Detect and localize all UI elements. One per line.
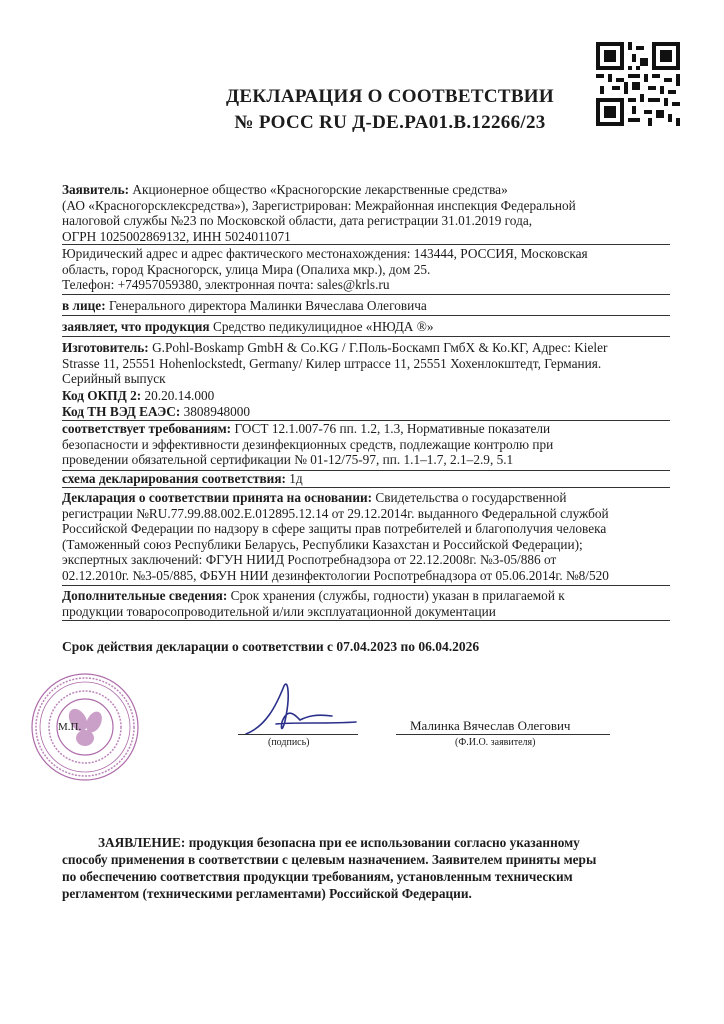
basis-line: Российской Федерации по надзору в сфере защиты прав потребителей и благополучия человека [62, 521, 607, 537]
manufacturer-line: G.Pohl-Boskamp GmbH & Co.KG / Г.Поль-Боскамп ГмбХ & Ко.КГ, Адрес: Kieler [152, 340, 608, 355]
name-line [396, 734, 610, 735]
okpd-value: 20.20.14.000 [144, 388, 215, 403]
basis-line: экспертных заключений: ФГУН НИИД Роспотребнадзора от 22.12.2008г. №3-05/886 от [62, 552, 557, 568]
qr-code-icon [596, 42, 680, 126]
statement-label: ЗАЯВЛЕНИЕ: [98, 835, 186, 850]
additional-line: Срок хранения (службы, годности) указан в прилагаемой к [230, 588, 565, 603]
product-section [62, 319, 670, 335]
manufacturer-section [62, 340, 670, 387]
validity-period: Срок действия декларации о соответствии с 07.04.2023 по 06.04.2026 [62, 639, 480, 654]
applicant-line: налоговой службы №23 по Московской области, дата регистрации 31.01.2019 года, [62, 213, 533, 229]
scheme-label: схема декларирования соответствия: [62, 471, 286, 486]
contact-line: Телефон: +74957059380, электронная почта: sales@krls.ru [62, 277, 390, 293]
requirements-label: соответствует требованиям: [62, 421, 232, 436]
codes-section [62, 388, 670, 419]
divider [62, 315, 670, 316]
divider [62, 294, 670, 295]
tnved-label: Код ТН ВЭД ЕАЭС: [62, 403, 181, 419]
divider [62, 487, 670, 488]
okpd-label: Код ОКПД 2: [62, 388, 142, 403]
scheme-section [62, 471, 670, 487]
basis-line: 02.12.2010г. №3-05/885, ФБУН НИИ дезинфектологии Роспотребнадзора от 05.06.2014г. №8/520 [62, 567, 609, 583]
applicant-section [62, 182, 670, 244]
person-section [62, 298, 670, 314]
manufacturer-line: Strasse 11, 25551 Hohenlockstedt, Germany/ Килер штрассе 11, 25551 Хохенлокштедт, Германия. [62, 355, 602, 371]
divider [62, 620, 670, 621]
address-section [62, 246, 670, 293]
divider [62, 585, 670, 586]
applicant-line: ОГРН 1025002869132, ИНН 5024011071 [62, 228, 291, 244]
manufacturer-label: Изготовитель: [62, 340, 149, 355]
name-caption: (Ф.И.О. заявителя) [455, 737, 536, 748]
person-value: Генерального директора Малинки Вячеслава Олеговича [108, 298, 427, 313]
applicant-line: (АО «Красногорсклексредства»), Зарегистрирован: Межрайонная инспекция Федеральной [62, 197, 576, 213]
person-label: в лице: [62, 298, 106, 313]
address-line: Юридический адрес и адрес фактического местонахождения: 143444, РОССИЯ, Московская [62, 246, 588, 261]
additional-line: продукции товаросопроводительной и/или эксплуатационной документации [62, 603, 496, 619]
requirements-section [62, 421, 670, 468]
signature-caption: (подпись) [268, 737, 310, 748]
document-number: № РОСС RU Д-DE.PA01.B.12266/23 [234, 112, 546, 133]
statement-line: продукция безопасна при ее использовании согласно указанному [188, 835, 580, 850]
basis-label: Декларация о соответствии принята на основании: [62, 490, 373, 505]
basis-line: Свидетельства о государственной [375, 490, 567, 505]
statement-line: по обеспечению соответствия продукции требованиям, установленным техническим [62, 869, 573, 884]
applicant-line: Акционерное общество «Красногорские лекарственные средства» [132, 182, 508, 197]
requirements-line: проведении обязательной сертификации № 01-12/75-97, пп. 1.1–1.7, 2.1–2.9, 5.1 [62, 452, 514, 468]
product-label: заявляет, что продукция [62, 319, 210, 334]
requirements-line: безопасности и эффективности дезинфекционных средств, подлежащие контролю при [62, 436, 554, 452]
document-title: ДЕКЛАРАЦИЯ О СООТВЕТСТВИИ [226, 86, 554, 107]
basis-section [62, 490, 670, 584]
address-line: область, город Красногорск, улица Мира (Опалиха мкр.), дом 25. [62, 261, 431, 277]
statement-line: способу применения в соответствии с целевым назначением. Заявителем приняты меры [62, 852, 597, 867]
product-value: Средство педикулицидное «НЮДА ®» [212, 319, 434, 334]
basis-line: (Таможенный союз Республики Беларусь, Республики Казахстан и Российской Федерации); [62, 536, 583, 552]
divider [62, 244, 670, 245]
manufacturer-line: Серийный выпуск [62, 371, 166, 387]
basis-line: регистрации №RU.77.99.88.002.E.012895.12.14 от 29.12.2014г. выданного Федеральной службой [62, 505, 609, 521]
statement-line: регламентом (техническими регламентами) Российской Федерации. [62, 886, 472, 901]
handwritten-signature [236, 676, 376, 746]
signer-name: Малинка Вячеслав Олегович [410, 718, 571, 733]
tnved-value: 3808948000 [183, 403, 251, 419]
divider [62, 336, 670, 337]
scheme-value: 1д [289, 471, 303, 486]
additional-label: Дополнительные сведения: [62, 588, 228, 603]
additional-section [62, 588, 670, 619]
company-seal-stamp [30, 672, 140, 782]
statement-section [62, 834, 662, 902]
requirements-line: ГОСТ 12.1.007-76 пп. 1.2, 1.3, Нормативные показатели [234, 421, 551, 436]
applicant-label: Заявитель: [62, 182, 130, 197]
signature-line [238, 734, 358, 735]
seal-place-label: М.П. [58, 721, 82, 733]
